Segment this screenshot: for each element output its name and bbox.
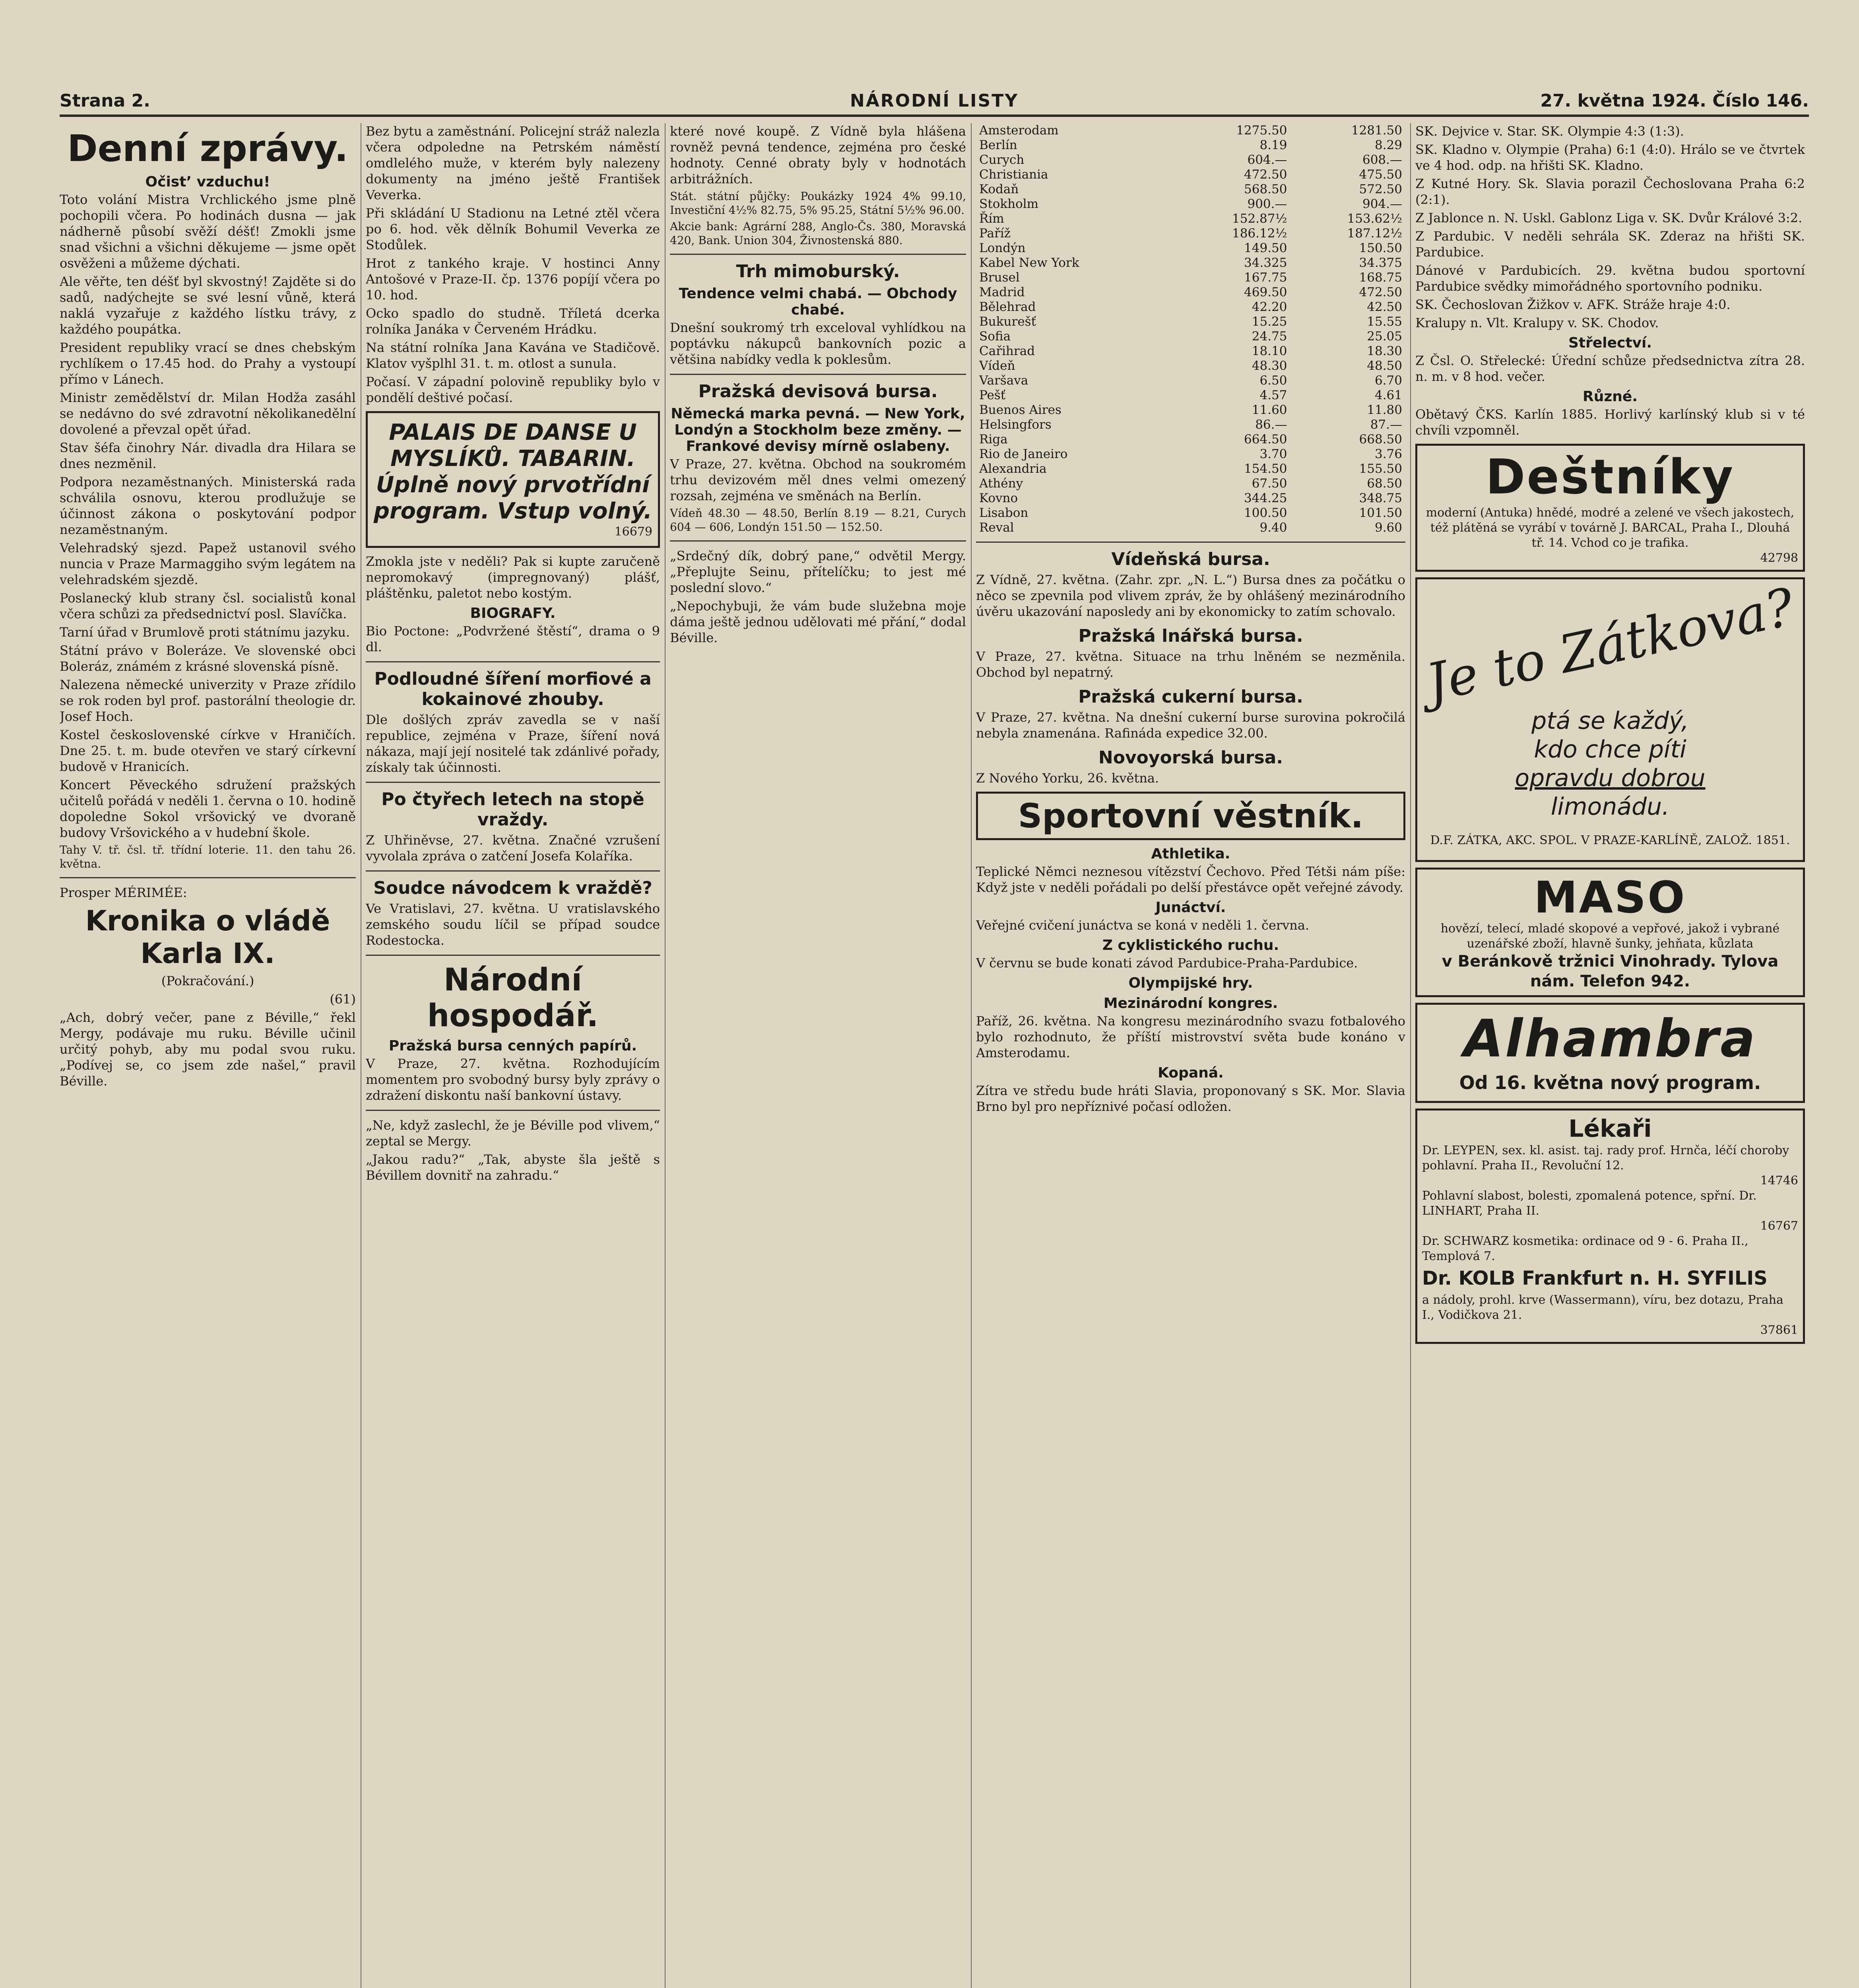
article-text: Dnešní soukromý trh exceloval vyhlídkou na poptávku nákupců bankovních pozic a většina nabídky vedla k poklesům.: [670, 320, 966, 367]
feuilleton-text: „Srdečný dík, dobrý pane,“ odvětil Mergy. „Přeplujte Seinu, přítelíčku; to jest mé poslední slovo.“: [670, 548, 966, 595]
column-rule: [1410, 123, 1411, 1988]
news-item: Kralupy n. Vlt. Kralupy v. SK. Chodov.: [1415, 315, 1659, 330]
exchange-rate-row: [976, 432, 1405, 447]
ad-maso-text: hovězí, telecí, mladé skopové a vepřové, jakož i vybrané uzenářské zboží, hlavně šunky, jehňata, kůzlata: [1440, 922, 1780, 951]
article-text: V Praze, 27. května. Na dnešní cukerní burse surovina pokročilá nebyla znamenána. Rafináda expedice 32.00.: [976, 710, 1405, 741]
rate-ask: 4.61: [1374, 388, 1402, 402]
article-heading: Podloudné šíření morfiové a kokainové zhouby.: [374, 669, 652, 709]
article-heading: Trh mimoburský.: [736, 261, 900, 282]
rate-bid: 11.60: [1252, 403, 1287, 417]
rate-bid: 469.50: [1244, 285, 1287, 299]
rate-city: Madrid: [979, 285, 1025, 299]
feuilleton-author: Prosper MÉRIMÉE:: [60, 885, 187, 900]
ad-destniky-title: Deštníky: [1485, 450, 1735, 505]
rate-city: Londýn: [979, 241, 1026, 255]
ad-number: 14746: [1760, 1174, 1798, 1188]
rate-city: Varšava: [979, 373, 1028, 388]
article-heading: Athletika.: [1151, 846, 1230, 862]
rate-bid: 18.10: [1252, 344, 1287, 358]
rate-city: Christiania: [979, 167, 1048, 182]
news-item: Ministr zemědělství dr. Milan Hodža zasáhl se nedávno do své zdravotní několikanedělní dovolené a převzal opět úřad.: [60, 390, 356, 437]
exchange-rate-row: [976, 447, 1405, 462]
rate-bid: 9.40: [1259, 520, 1287, 535]
column-rule: [971, 123, 972, 1988]
article-heading: Kopaná.: [1158, 1065, 1224, 1081]
feuilleton-number: (61): [330, 992, 356, 1007]
rate-ask: 9.60: [1374, 520, 1402, 535]
ad-zatka-line: ptá se každý,: [1531, 707, 1689, 735]
news-item: Stav šéfa činohry Nár. divadla dra Hilara se dnes nezměnil.: [60, 440, 356, 471]
article-heading: Po čtyřech letech na stopě vraždy.: [381, 789, 644, 830]
article-heading: Soudce návodcem k vraždě?: [373, 878, 652, 898]
rate-ask: 25.05: [1367, 329, 1402, 344]
news-item: SK. Čechoslovan Žižkov v. AFK. Stráže hraje 4:0.: [1415, 297, 1731, 312]
rate-ask: 1281.50: [1351, 123, 1402, 138]
news-item: Dánové v Pardubicích. 29. května budou sportovní Pardubice svědky mimořádného sportovního podniku.: [1415, 263, 1805, 294]
rate-city: Kovno: [979, 491, 1018, 505]
exchange-rate-row: [976, 388, 1405, 403]
news-item: Na státní rolníka Jana Kavána ve Stadičově. Klatov vyšplhl 31. t. m. otlost a sunula.: [366, 340, 660, 371]
ad-zatka: [1415, 577, 1805, 862]
news-item: Počasí. V západní polovině republiky bylo v pondělí deštivé počasí.: [366, 374, 660, 405]
ad-number: 37861: [1760, 1323, 1798, 1337]
exchange-rate-row: [976, 491, 1405, 506]
rate-bid: 42.20: [1252, 300, 1287, 314]
rate-city: Brusel: [979, 270, 1020, 285]
news-item: Z Čsl. O. Střelecké: Úřední schůze předsednictva zítra 28. n. m. v 8 hod. večer.: [1415, 353, 1805, 384]
rate-city: Berlín: [979, 138, 1017, 152]
article-text: které nové koupě. Z Vídně byla hlášena rovněž pevná tendence, zejména pro české hodnoty. Cenné obraty byly v hodnotách arbitrážních.: [670, 124, 966, 186]
exchange-rate-row: [976, 197, 1405, 212]
rate-bid: 6.50: [1259, 373, 1287, 388]
article-heading: Junáctví.: [1155, 899, 1226, 916]
exchange-rate-row: [976, 182, 1405, 197]
ad-doctor: Dr. SCHWARZ kosmetika: ordinace od 9 - 6. Praha II., Templová 7.: [1422, 1234, 1748, 1263]
article-heading: Z cyklistického ruchu.: [1102, 937, 1279, 953]
ad-doctor-kolb: Dr. KOLB Frankfurt n. H. SYFILIS: [1422, 1267, 1768, 1289]
rate-city: Curych: [979, 153, 1025, 167]
news-item: Tahy V. tř. čsl. tř. třídní loterie. 11. den tahu 26. května.: [60, 843, 356, 870]
rate-ask: 68.50: [1367, 476, 1402, 491]
rate-bid: 167.75: [1244, 270, 1287, 285]
section-heading-narodni-hospodar: Národní hospodář.: [427, 962, 599, 1034]
rate-ask: 87.—: [1370, 417, 1402, 432]
exchange-rate-row: [976, 329, 1405, 344]
paper-title: NÁRODNÍ LISTY: [850, 91, 1019, 111]
divider: [366, 782, 660, 783]
news-item: Hrot z tankého kraje. V hostinci Anny Antošové v Praze-II. čp. 1376 popíjí včera po 10. hod.: [366, 256, 660, 303]
exchange-rate-row: [976, 462, 1405, 476]
ad-maso: [1415, 868, 1805, 997]
ad-palais-de-danse: [366, 411, 660, 548]
rate-ask: 472.50: [1359, 285, 1402, 299]
rate-city: Stokholm: [979, 197, 1039, 211]
rate-city: Pešť: [979, 388, 1006, 402]
article-text: V Praze, 27. května. Obchod na soukromém trhu devizovém měl dnes velmi omezený rozsah, zejména ve směnách na Berlín.: [670, 456, 966, 503]
article-heading: Olympijské hry.: [1128, 975, 1253, 991]
feuilleton-title: Kronika o vládě Karla IX.: [85, 905, 330, 970]
rate-bid: 86.—: [1255, 417, 1287, 432]
rate-city: Kodaň: [979, 182, 1019, 196]
rate-ask: 153.62½: [1347, 212, 1402, 226]
rate-ask: 42.50: [1367, 300, 1402, 314]
divider: [670, 254, 966, 255]
ad-zatka-line: kdo chce píti: [1534, 736, 1686, 763]
rate-city: Bukurešť: [979, 315, 1036, 329]
ad-alhambra-text: Od 16. května nový program.: [1459, 1072, 1761, 1093]
news-item: Z Jablonce n. N. Uskl. Gablonz Liga v. SK. Dvůr Králové 3:2.: [1415, 210, 1803, 225]
rate-city: Riga: [979, 432, 1008, 447]
ad-number: 16767: [1760, 1219, 1798, 1233]
news-item: Z Pardubic. V neděli sehrála SK. Zderaz na hřišti SK. Pardubice.: [1415, 229, 1805, 260]
sport-section-banner: [976, 792, 1405, 840]
divider: [60, 877, 356, 878]
section-heading-sport: Sportovní věstník.: [1018, 796, 1364, 835]
ad-maso-title: MASO: [1534, 872, 1686, 923]
rate-ask: 6.70: [1374, 373, 1402, 388]
rate-bid: 1275.50: [1236, 123, 1287, 138]
ad-destniky: [1415, 444, 1805, 572]
section-heading-biografy: BIOGRAFY.: [470, 605, 556, 621]
rate-ask: 18.30: [1367, 344, 1402, 358]
ad-lekari: [1415, 1109, 1805, 1344]
news-item: Tarní úřad v Brumlově proti státnímu jazyku.: [60, 625, 350, 640]
page-number: Strana 2.: [60, 91, 150, 111]
article-text: Teplické Němci neznesou vítězství Čechovo. Před Tétši nám píše: Když jste v neděli pořádali po delší přestávce opět veřejné závody.: [976, 864, 1405, 895]
column-3: [670, 123, 966, 1988]
article-text: Z Vídně, 27. května. (Zahr. zpr. „N. L.“) Bursa dnes za počátku o něco se zpevnila pod vlivem zpráv, že by ohlášený mezinárodního úvěru ukazování naposledy ani by ekonomicky to zatím schovalo.: [976, 572, 1405, 619]
exchange-rate-row: [976, 256, 1405, 270]
column-4: [976, 123, 1405, 1988]
stock-listing: Akcie bank: Agrární 288, Anglo-Čs. 380, Moravská 420, Bank. Union 304, Živnostenská 880.: [670, 220, 966, 247]
exchange-rate-row: [976, 373, 1405, 388]
exchange-rate-row: [976, 123, 1405, 138]
exchange-rate-row: [976, 403, 1405, 417]
ad-zatka-slogan: Je to Zátkova?: [1421, 576, 1799, 714]
rate-bid: 24.75: [1252, 329, 1287, 344]
ad-lekari-title: Lékaři: [1568, 1115, 1652, 1143]
rate-bid: 149.50: [1244, 241, 1287, 255]
exchange-rate-row: [976, 476, 1405, 491]
ad-alhambra: [1415, 1003, 1805, 1103]
masthead: [60, 91, 1809, 117]
article-heading: Pražská cukerní bursa.: [1078, 687, 1303, 707]
divider: [366, 661, 660, 662]
rate-bid: 154.50: [1244, 462, 1287, 476]
exchange-rate-row: [976, 167, 1405, 182]
ad-alhambra-title: Alhambra: [1463, 1008, 1757, 1069]
rate-ask: 168.75: [1359, 270, 1402, 285]
rate-bid: 8.19: [1259, 138, 1287, 152]
rate-bid: 152.87½: [1232, 212, 1287, 226]
issue-date: 27. května 1924. Číslo 146.: [1540, 91, 1809, 111]
rate-ask: 155.50: [1359, 462, 1402, 476]
news-item: Ocko spadlo do studně. Tříletá dcerka rolníka Janáka v Červeném Hrádku.: [366, 306, 660, 337]
rate-bid: 34.325: [1244, 256, 1287, 270]
rate-bid: 186.12½: [1232, 226, 1287, 241]
rate-city: Athény: [979, 476, 1023, 491]
rate-ask: 904.—: [1362, 197, 1402, 211]
rate-bid: 900.—: [1247, 197, 1287, 211]
rate-bid: 604.—: [1247, 153, 1287, 167]
ad-zatka-line: opravdu dobrou: [1515, 764, 1706, 792]
rate-bid: 664.50: [1244, 432, 1287, 447]
rate-bid: 67.50: [1252, 476, 1287, 491]
rate-ask: 101.50: [1359, 506, 1402, 520]
feuilleton-text: „Ne, když zaslechl, že je Béville pod vlivem,“ zeptal se Mergy.: [366, 1118, 660, 1149]
exchange-rate-row: [976, 226, 1405, 241]
ad-number: 42798: [1760, 551, 1798, 565]
rate-city: Alexandria: [979, 462, 1047, 476]
ad-doctor: Dr. LEYPEN, sex. kl. asist. taj. rady prof. Hrnča, léčí choroby pohlavní. Praha II., Revoluční 12.: [1422, 1143, 1789, 1173]
article-heading: Očistʼ vzduchu!: [145, 174, 270, 190]
article-text: Dle došlých zpráv zavedla se v naší republice, zejména v Praze, šíření nová nákaza, mají její nositelé tak zdánlivé pořady, získaly tak účinnosti.: [366, 712, 660, 775]
news-item: Velehradský sjezd. Papež ustanovil svého nuncia v Praze Marmaggiho svým legátem na velehradském sjezdě.: [60, 540, 356, 587]
article-text: Ale věřte, ten déšť byl skvostný! Zajděte si do sadů, nadýchejte se své lesní vůně, která naklá vyzařuje z každého lístku trávy, z každého poupátka.: [60, 274, 356, 337]
divider: [976, 542, 1405, 543]
article-text: Veřejné cvičení junáctva se koná v neděli 1. června.: [976, 918, 1310, 933]
exchange-rate-row: [976, 212, 1405, 226]
rate-ask: 668.50: [1359, 432, 1402, 447]
article-heading: Pražská devisová bursa.: [698, 381, 938, 402]
rate-city: Paříž: [979, 226, 1011, 241]
ad-number: 16679: [614, 525, 652, 539]
article-subheading: Tendence velmi chabá. — Obchody chabé.: [679, 285, 957, 318]
rate-bid: 15.25: [1252, 315, 1287, 329]
rate-ask: 475.50: [1359, 167, 1402, 182]
stock-listing: Stát. státní půjčky: Poukázky 1924 4% 99.10, Investiční 4½% 82.75, 5% 95.25, Státní 5½% 96.00.: [670, 190, 966, 217]
column-5: [1415, 123, 1805, 1988]
rate-bid: 100.50: [1244, 506, 1287, 520]
exchange-rate-row: [976, 359, 1405, 373]
article-text: Z Nového Yorku, 26. května.: [976, 771, 1159, 786]
news-item: Obětavý ČKS. Karlín 1885. Horlivý karlínský klub si v té chvíli vzpomněl.: [1415, 407, 1805, 438]
column-1: [60, 123, 356, 1988]
news-item: Poslanecký klub strany čsl. socialistů konal včera schůzi za předsednictví posl. Slavíčka.: [60, 590, 356, 621]
article-subheading: Německá marka pevná. — New York, Londýn a Stockholm beze změny. — Frankové devisy mírně oslabeny.: [671, 406, 965, 454]
exchange-rate-row: [976, 300, 1405, 315]
rate-ask: 348.75: [1359, 491, 1402, 505]
rate-ask: 187.12½: [1347, 226, 1402, 241]
article-text: Zítra ve středu bude hráti Slavia, proponovaný s SK. Mor. Slavia Brno byl pro nepříznivé počasí odložen.: [976, 1083, 1405, 1114]
section-heading-denni-zpravy: Denní zprávy.: [67, 127, 348, 170]
rate-ask: 608.—: [1362, 153, 1402, 167]
ad-doctor: a nádoly, prohl. krve (Wassermann), víru, bez dotazu, Praha I., Vodičkova 21.: [1422, 1293, 1783, 1322]
news-item: Při skládání U Stadionu na Letné ztěl včera po 6. hod. věk dělník Bohumil Veverka ze Stodůlek.: [366, 206, 660, 252]
rate-city: Amsterodam: [979, 123, 1059, 138]
news-item: Bez bytu a zaměstnání. Policejní stráž nalezla včera odpoledne na Petrském náměstí omdlelého muže, v kterém byly nalezeny dokumenty na jméno ještě František Veverka.: [366, 124, 660, 202]
rate-city: Vídeň: [979, 359, 1015, 373]
article-text: V Praze, 27. května. Situace na trhu lněném se nezměnila. Obchod byl nepatrný.: [976, 649, 1405, 680]
article-text: Paříž, 26. května. Na kongresu mezinárodního svazu fotbalového bylo rozhodnuto, že příští mistrovství světa bude konáno v Amsterodamu.: [976, 1013, 1405, 1060]
ad-zatka-firm: D.F. ZÁTKA, AKC. SPOL. V PRAZE-KARLÍNĚ, ZALOŽ. 1851.: [1430, 833, 1790, 847]
rate-bid: 344.25: [1244, 491, 1287, 505]
rate-city: Lisabon: [979, 506, 1028, 520]
exchange-rate-row: [976, 315, 1405, 329]
news-item: SK. Kladno v. Olympie (Praha) 6:1 (4:0). Hrálo se ve čtvrtek ve 4 hod. odp. na hřišti SK. Kladno.: [1415, 142, 1805, 173]
rate-city: Bělehrad: [979, 300, 1036, 314]
news-item: Podpora nezaměstnaných. Ministerská rada schválila osnovu, kterou prodlužuje se účinnost zákona o poskytování podpor nezaměstnaným.: [60, 474, 356, 537]
exchange-rate-row: [976, 417, 1405, 432]
rate-city: Cařihrad: [979, 344, 1035, 358]
feuilleton-note: (Pokračování.): [161, 973, 254, 988]
rate-city: Buenos Aires: [979, 403, 1061, 417]
news-item: President republiky vrací se dnes chebským rychlíkem o 17.45 hod. do Prahy a vystoupí přímo v Lánech.: [60, 340, 356, 387]
column-rule: [665, 123, 666, 1988]
ad-maso-address: v Beránkově tržnici Vinohrady. Tylova nám. Telefon 942.: [1442, 952, 1779, 990]
feuilleton-text: „Nepochybuji, že vám bude služebna moje dáma ještě jednou udělovati mé přání,“ dodal Béville.: [670, 598, 966, 645]
exchange-rate-row: [976, 270, 1405, 285]
rate-ask: 48.50: [1367, 359, 1402, 373]
rate-ask: 150.50: [1359, 241, 1402, 255]
divider: [366, 1110, 660, 1111]
rate-ask: 8.29: [1374, 138, 1402, 152]
news-item: Z Kutné Hory. Sk. Slavia porazil Čechoslovana Praha 6:2 (2:1).: [1415, 176, 1805, 207]
rate-ask: 34.375: [1359, 256, 1402, 270]
news-item: Bio Poctone: „Podvržené štěstí“, drama o 9 dl.: [366, 623, 660, 654]
rate-city: Helsingfors: [979, 417, 1052, 432]
rate-city: Rio de Janeiro: [979, 447, 1068, 461]
exchange-rate-row: [976, 506, 1405, 520]
rate-ask: 3.76: [1374, 447, 1402, 461]
feuilleton-text: „Jakou radu?“ „Tak, abyste šla ještě s Bévillem dovnitř na zahradu.“: [366, 1152, 660, 1183]
news-item: Státní právo v Boleráze. Ve slovenské obci Boleráz, známém z krásné slovenská písně.: [60, 643, 356, 674]
divider: [366, 870, 660, 872]
exchange-rate-row: [976, 285, 1405, 300]
article-heading: Pražská bursa cenných papírů.: [388, 1038, 637, 1054]
rate-bid: 568.50: [1244, 182, 1287, 196]
ad-zatka-line: limonádu.: [1550, 793, 1670, 821]
divider: [366, 955, 660, 956]
divider: [670, 374, 966, 375]
article-text: Toto volání Mistra Vrchlického jsme plně pochopili včera. Po hodinách dusna — jak nádherně působí svěží déšť! Zmokli jsme snad všichni a všichni děkujeme — jsme opět osvěženi a můžeme dýchati.: [60, 192, 356, 271]
news-item: Kostel československé církve v Hraničích. Dne 25. t. m. bude otevřen ve starý církevní budově v Hranicích.: [60, 727, 356, 774]
rate-city: Reval: [979, 520, 1014, 535]
rate-bid: 3.70: [1259, 447, 1287, 461]
rate-city: Sofia: [979, 329, 1011, 344]
exchange-rates-table: [976, 123, 1405, 535]
article-heading: Novoyorská bursa.: [1098, 747, 1283, 768]
rate-bid: 4.57: [1259, 388, 1287, 402]
ad-palais-text: PALAIS DE DANSE U MYSLÍKŮ. TABARIN. Úplně nový prvotřídní program. Vstup volný.: [373, 419, 652, 524]
stock-listing: Vídeň 48.30 — 48.50, Berlín 8.19 — 8.21, Curych 604 — 606, Londýn 151.50 — 152.50.: [670, 507, 966, 534]
article-heading: Pražská lnářská bursa.: [1078, 626, 1303, 646]
news-item: Nalezena německé univerzity v Praze zřídilo se rok roden byl prof. pastorální theologie dr. Josef Hoch.: [60, 677, 356, 724]
exchange-rate-row: [976, 241, 1405, 256]
exchange-rate-row: [976, 344, 1405, 359]
exchange-rate-row: [976, 520, 1405, 535]
rate-city: Kabel New York: [979, 256, 1079, 270]
rate-bid: 472.50: [1244, 167, 1287, 182]
news-item: Koncert Pěveckého sdružení pražských učitelů pořádá v neděli 1. června o 10. hodině dopoledne Sokol vršovický ve dvoraně budovy Vršovického a v hudební škole.: [60, 777, 356, 840]
rate-bid: 48.30: [1252, 359, 1287, 373]
article-heading: Vídeňská bursa.: [1111, 549, 1270, 569]
article-text: V červnu se bude konati závod Pardubice-Praha-Pardubice.: [976, 955, 1358, 971]
ad-destniky-text: moderní (Antuka) hnědé, modré a zelené ve všech jakostech, též plátěná se vyrábí v továrně J. BARCAL, Praha I., Dlouhá tř. 14. Vchod co je trafika.: [1426, 506, 1795, 550]
ad-doctor: Pohlavní slabost, bolesti, zpomalená potence, spřní. Dr. LINHART, Praha II.: [1422, 1189, 1757, 1218]
rate-ask: 15.55: [1367, 315, 1402, 329]
rate-city: Řím: [979, 212, 1004, 226]
article-text: Z Uhřiněvse, 27. května. Značné vzrušení vyvolala zpráva o zatčení Josefa Kolaříka.: [366, 833, 660, 864]
article-text: Ve Vratislavi, 27. května. U vratislavského zemského soudu líčil se případ soudce Rodestocka.: [366, 901, 660, 948]
article-text: V Praze, 27. května. Rozhodujícím momentem pro svobodný bursy byly zprávy o zdražení diskontu naší bankovní ústavy.: [366, 1056, 660, 1103]
rate-ask: 572.50: [1359, 182, 1402, 196]
exchange-rate-row: [976, 138, 1405, 153]
column-2: [366, 123, 660, 1988]
divider: [670, 540, 966, 542]
news-item: Zmokla jste v neděli? Pak si kupte zaručeně nepromokavý (impregnovaný) plášť, pláštěnku, paletot nebo kostým.: [366, 554, 660, 601]
exchange-rate-row: [976, 153, 1405, 167]
feuilleton-text: „Ach, dobrý večer, pane z Béville,“ řekl Mergy, podávaje mu ruku. Béville učinil určitý pohyb, aby mu podal svou ruku. „Podívej se, co jsem zde našel,“ pravil Béville.: [60, 1010, 356, 1089]
article-heading: Střelectví.: [1568, 335, 1652, 351]
article-heading: Různé.: [1582, 388, 1638, 405]
rate-ask: 11.80: [1367, 403, 1402, 417]
article-subheading: Mezinárodní kongres.: [1103, 995, 1278, 1011]
news-item: SK. Dejvice v. Star. SK. Olympie 4:3 (1:3).: [1415, 124, 1684, 139]
